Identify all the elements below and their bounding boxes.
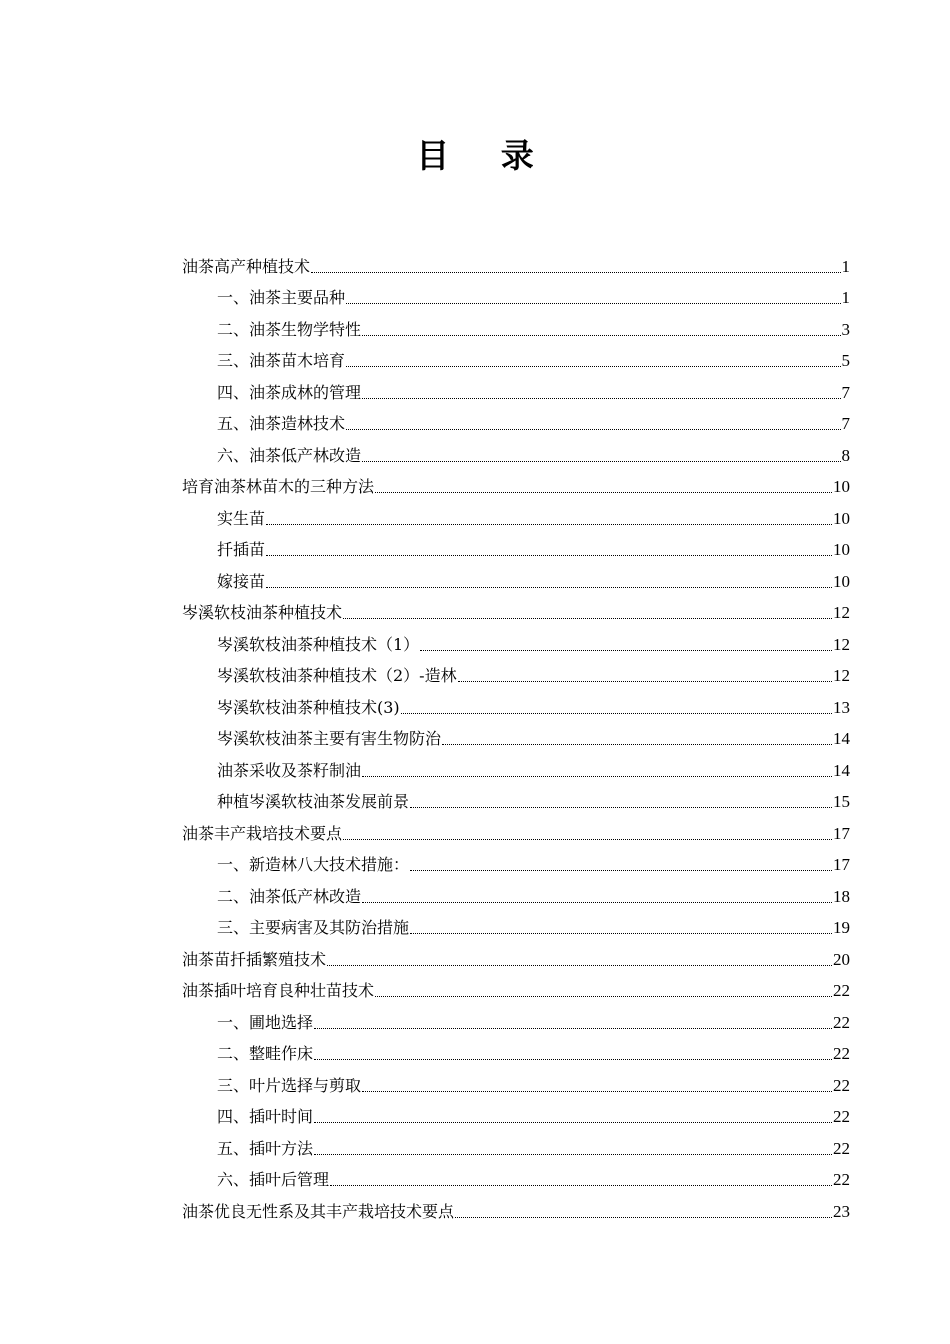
toc-dot-leader [375,981,832,1001]
toc-chapter-entry[interactable] [182,818,850,850]
toc-page-number: 22 [833,1107,850,1127]
toc-page-number: 12 [833,603,850,623]
toc-entry-label: 岑溪软枝油茶种植技术 [182,603,343,623]
toc-page-number: 1 [841,288,850,308]
toc-section-entry[interactable] [182,1039,850,1071]
toc-entry-label: 油茶高产种植技术 [182,256,311,276]
toc-section-entry[interactable] [182,913,850,945]
toc-dot-leader [266,540,832,560]
toc-page-number: 18 [833,886,850,906]
toc-page-number: 10 [833,508,850,528]
toc-page-number: 17 [833,823,850,843]
toc-entry-label: 二、整畦作床 [217,1044,314,1064]
toc-dot-leader [346,288,840,308]
toc-entry-label: 六、油茶低产林改造 [217,445,362,465]
toc-entry-label: 三、油茶苗木培育 [217,351,346,371]
page-title: 目 录 [416,136,554,175]
toc-page-number: 23 [833,1201,850,1221]
toc-dot-leader [362,446,840,466]
toc-dot-leader [314,1107,832,1127]
toc-section-entry[interactable] [182,440,850,472]
toc-entry-label: 一、新造林八大技术措施： [217,855,410,875]
toc-page-number: 3 [841,319,850,339]
toc-entry-label: 一、圃地选择 [217,1012,314,1032]
toc-dot-leader [410,792,832,812]
toc-page-number: 22 [833,1170,850,1190]
toc-section-entry[interactable] [182,314,850,346]
toc-entry-label: 六、插叶后管理 [217,1170,330,1190]
toc-dot-leader [346,351,840,371]
toc-dot-leader [266,572,832,592]
toc-page-number: 10 [833,571,850,591]
toc-page-number: 19 [833,918,850,938]
toc-section-entry[interactable] [182,1070,850,1102]
toc-dot-leader [330,1170,832,1190]
toc-entry-label: 油茶丰产栽培技术要点 [182,823,343,843]
toc-entry-label: 四、插叶时间 [217,1107,314,1127]
toc-page-number: 13 [833,697,850,717]
toc-chapter-entry[interactable] [182,251,850,283]
toc-dot-leader [314,1013,832,1033]
toc-dot-leader [343,603,832,623]
toc-entry-label: 五、插叶方法 [217,1138,314,1158]
toc-entry-label: 三、叶片选择与剪取 [217,1075,362,1095]
toc-entry-label: 三、主要病害及其防治措施 [217,918,410,938]
toc-dot-leader [375,477,832,497]
toc-dot-leader [314,1139,832,1159]
toc-entry-label: 四、油茶成林的管理 [217,382,362,402]
toc-section-entry[interactable] [182,850,850,882]
toc-dot-leader [266,509,832,529]
toc-entry-label: 二、油茶生物学特性 [217,319,362,339]
toc-dot-leader [362,761,832,781]
toc-entry-label: 种植岑溪软枝油茶发展前景 [217,792,410,812]
toc-page-number: 7 [841,414,850,434]
toc-section-entry[interactable] [182,881,850,913]
toc-entry-label: 扦插苗 [217,540,266,560]
toc-chapter-entry[interactable] [182,472,850,504]
toc-chapter-entry[interactable] [182,1196,850,1228]
toc-section-entry[interactable] [182,724,850,756]
toc-page-number: 22 [833,981,850,1001]
toc-page-number: 8 [841,445,850,465]
toc-dot-leader [362,887,832,907]
toc-page-number: 22 [833,1138,850,1158]
toc-dot-leader [442,729,832,749]
toc-page-number: 12 [833,634,850,654]
toc-section-entry[interactable] [182,692,850,724]
toc-page-number: 12 [833,666,850,686]
toc-entry-label: 岑溪软枝油茶种植技术(3) [217,697,400,717]
toc-entry-label: 一、油茶主要品种 [217,288,346,308]
toc-entry-label: 油茶采收及茶籽制油 [217,760,362,780]
toc-dot-leader [420,635,832,655]
toc-dot-leader [346,414,840,434]
toc-section-entry[interactable] [182,1133,850,1165]
toc-page-number: 7 [841,382,850,402]
toc-section-entry[interactable] [182,377,850,409]
toc-entry-label: 嫁接苗 [217,571,266,591]
toc-entry-label: 油茶插叶培育良种壮苗技术 [182,981,375,1001]
toc-section-entry[interactable] [182,409,850,441]
toc-section-entry[interactable] [182,1165,850,1197]
toc-section-entry[interactable] [182,1102,850,1134]
toc-dot-leader [362,320,840,340]
toc-section-entry[interactable] [182,535,850,567]
toc-section-entry[interactable] [182,787,850,819]
toc-page-number: 22 [833,1012,850,1032]
toc-dot-leader [311,257,840,277]
toc-chapter-entry[interactable] [182,976,850,1008]
toc-entry-label: 实生苗 [217,508,266,528]
toc-chapter-entry[interactable] [182,944,850,976]
toc-section-entry[interactable] [182,1007,850,1039]
toc-section-entry[interactable] [182,755,850,787]
toc-page-number: 14 [833,760,850,780]
toc-dot-leader [401,698,832,718]
toc-section-entry[interactable] [182,346,850,378]
toc-section-entry[interactable] [182,661,850,693]
toc-entry-label: 岑溪软枝油茶主要有害生物防治 [217,729,442,749]
toc-page-number: 15 [833,792,850,812]
toc-entry-label: 岑溪软枝油茶种植技术（1） [217,634,420,654]
toc-dot-leader [410,918,832,938]
toc-section-entry[interactable] [182,566,850,598]
toc-dot-leader [314,1044,832,1064]
toc-page-number: 17 [833,855,850,875]
toc-dot-leader [362,383,840,403]
toc-entry-label: 岑溪软枝油茶种植技术（2）-造林 [217,666,457,686]
toc-page-number: 1 [841,256,850,276]
toc-entry-label: 五、油茶造林技术 [217,414,346,434]
toc-section-entry[interactable] [182,503,850,535]
table-of-contents [182,251,850,1228]
toc-dot-leader [410,855,832,875]
toc-dot-leader [455,1202,832,1222]
toc-dot-leader [458,666,832,686]
toc-chapter-entry[interactable] [182,598,850,630]
toc-page-number: 22 [833,1075,850,1095]
toc-dot-leader [362,1076,832,1096]
toc-entry-label: 油茶苗扦插繁殖技术 [182,949,327,969]
toc-page-number: 14 [833,729,850,749]
toc-entry-label: 油茶优良无性系及其丰产栽培技术要点 [182,1201,455,1221]
toc-section-entry[interactable] [182,283,850,315]
toc-page-number: 22 [833,1044,850,1064]
toc-dot-leader [343,824,832,844]
toc-page-number: 5 [841,351,850,371]
toc-page-number: 20 [833,949,850,969]
toc-section-entry[interactable] [182,629,850,661]
toc-page-number: 10 [833,477,850,497]
toc-entry-label: 二、油茶低产林改造 [217,886,362,906]
toc-entry-label: 培育油茶林苗木的三种方法 [182,477,375,497]
toc-dot-leader [327,950,832,970]
toc-page-number: 10 [833,540,850,560]
